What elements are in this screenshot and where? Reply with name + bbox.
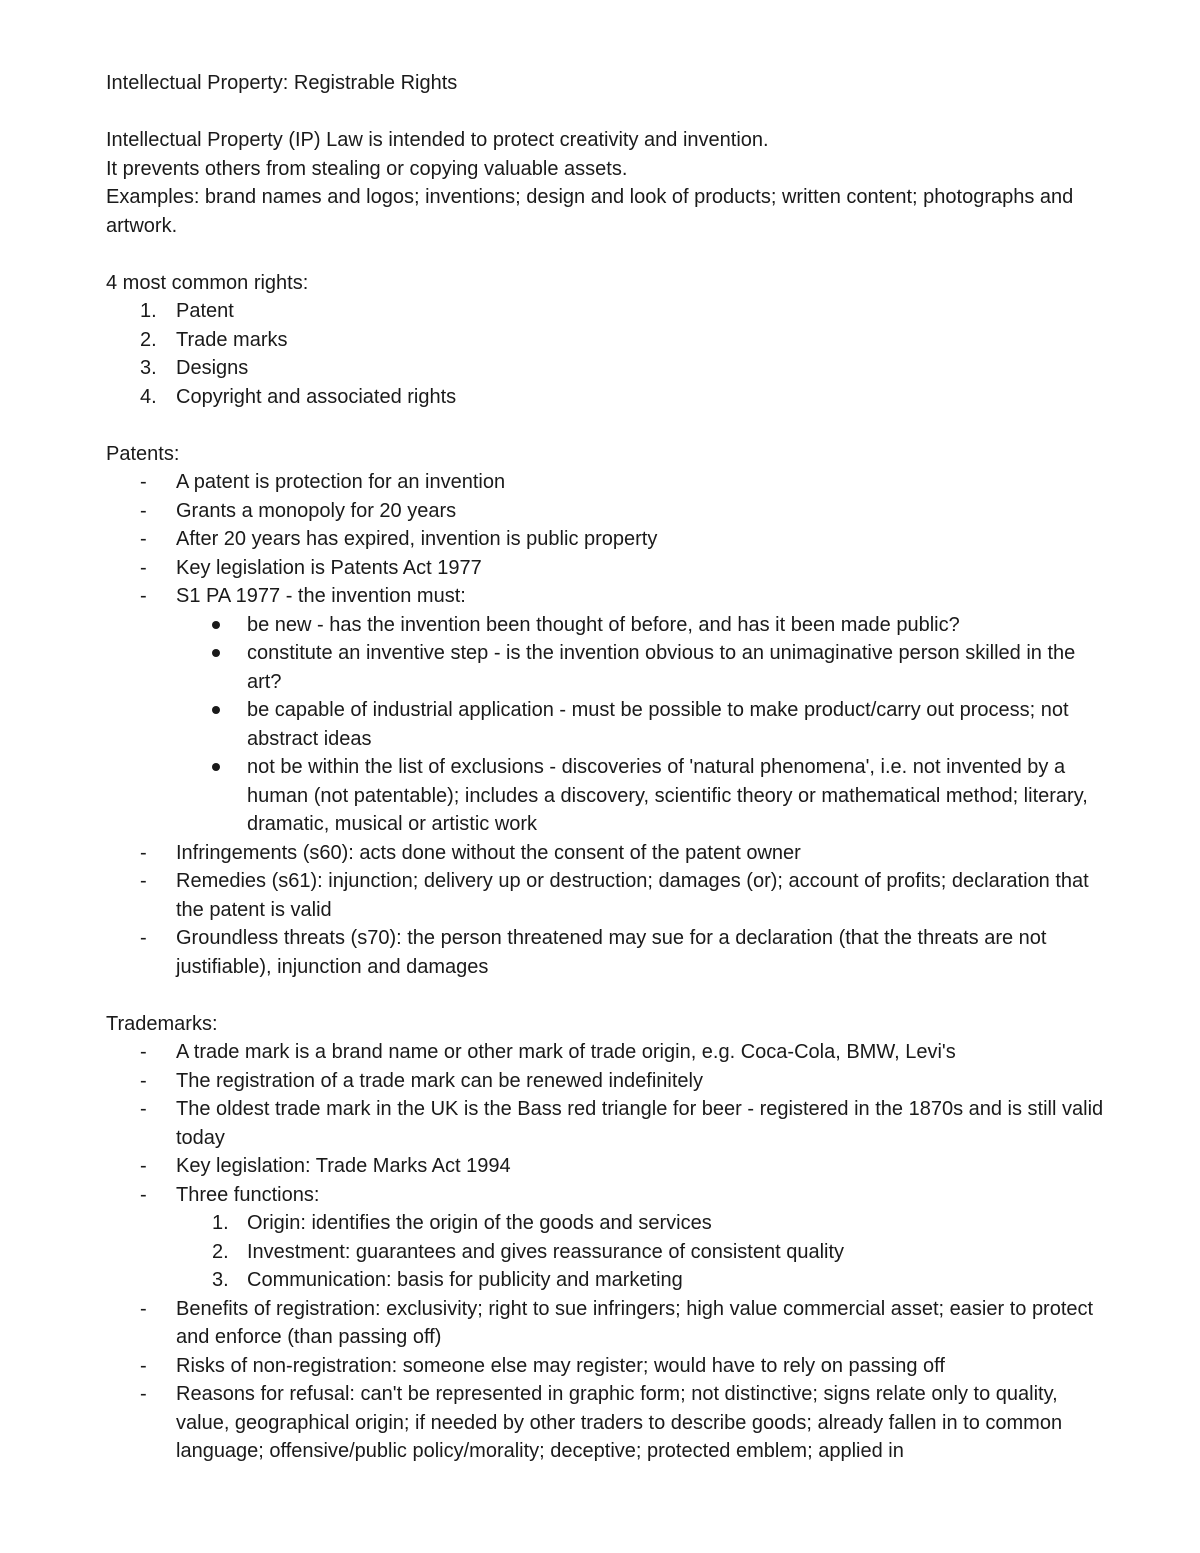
spacer [106, 98, 1106, 127]
dash-marker: - [140, 870, 147, 892]
list-item-text: A trade mark is a brand name or other mark of trade origin, e.g. Coca-Cola, BMW, Levi's [176, 1041, 956, 1063]
list-item [106, 1380, 1106, 1466]
list-item-text: Designs [176, 357, 249, 379]
list-item [106, 1238, 1106, 1267]
list-item [106, 297, 1106, 326]
list-item-text: The registration of a trade mark can be renewed indefinitely [176, 1069, 703, 1092]
invention-requirements-list [106, 611, 1106, 839]
list-item [106, 1266, 1106, 1295]
list-item [106, 1352, 1106, 1381]
patents-list-continued [106, 839, 1106, 982]
list-number: 2. [140, 328, 157, 351]
dash-marker: - [140, 1354, 147, 1377]
list-item-text: be new - has the invention been thought of before, and has it been made public? [247, 613, 960, 636]
list-item-text: Remedies (s61): injunction; delivery up or destruction; damages (or); account of profits; declaration that the patent is valid [176, 870, 1089, 921]
list-item-text: Copyright and associated rights [176, 385, 457, 408]
list-item [106, 1067, 1106, 1096]
doc-title: Intellectual Property: Registrable Rights [106, 72, 458, 94]
dash-marker: - [140, 1155, 147, 1177]
list-item-text: Patent [176, 300, 234, 322]
dash-marker: - [140, 528, 147, 550]
spacer [106, 411, 1106, 440]
list-item [106, 383, 1106, 412]
list-item-text: A patent is protection for an invention [176, 471, 506, 493]
dash-marker: - [140, 1383, 147, 1405]
dash-marker: - [140, 841, 147, 864]
list-item [106, 753, 1106, 839]
list-item [106, 554, 1106, 583]
list-item [106, 924, 1106, 981]
document-page [106, 69, 1106, 1466]
list-item [106, 1295, 1106, 1352]
list-item-text: Reasons for refusal: can't be represented in graphic form; not distinctive; signs relate only to quality, value, geographical origin; if needed by other traders to describe goods; already fallen in to common language; offensive/public policy/morality; deceptive; protected emblem; applied in [176, 1383, 1063, 1462]
list-number: 4. [140, 385, 157, 408]
dash-marker: - [140, 1183, 147, 1206]
list-item-text: Risks of non-registration: someone else may register; would have to rely on passing off [176, 1354, 945, 1377]
list-item [106, 525, 1106, 554]
intro-line: Examples: brand names and logos; inventions; design and look of products; written content; photographs and artwork. [106, 186, 1074, 237]
list-number: 3. [212, 1269, 229, 1291]
list-number: 1. [212, 1212, 229, 1234]
dash-marker: - [140, 499, 147, 522]
trademarks-list-continued [106, 1295, 1106, 1466]
list-item [106, 468, 1106, 497]
list-item [106, 1152, 1106, 1181]
dash-marker: - [140, 471, 147, 493]
list-item-text: Groundless threats (s70): the person threatened may sue for a declaration (that the threats are not justifiable), injunction and damages [176, 927, 1047, 978]
list-item-text: Benefits of registration: exclusivity; right to sue infringers; high value commercial asset; easier to protect and enforce (than passing off) [176, 1297, 1094, 1348]
list-item-text: be capable of industrial application - must be possible to make product/carry out process; not abstract ideas [247, 699, 1069, 750]
common-rights-heading: 4 most common rights: [106, 271, 309, 294]
list-item [106, 1181, 1106, 1210]
dash-marker: - [140, 1069, 147, 1092]
list-item [106, 839, 1106, 868]
spacer [106, 981, 1106, 1010]
list-item-text: Three functions: [176, 1183, 320, 1206]
list-item [106, 582, 1106, 611]
dash-marker: - [140, 1297, 147, 1320]
patents-list [106, 468, 1106, 611]
dash-marker: - [140, 1098, 147, 1120]
list-item [106, 1038, 1106, 1067]
spacer [106, 240, 1106, 269]
list-item-text: The oldest trade mark in the UK is the Bass red triangle for beer - registered in the 1870s and is still valid today [176, 1098, 1104, 1149]
bullet-dot-icon [212, 763, 220, 771]
list-item-text: Trade marks [176, 328, 288, 351]
list-item-text: Key legislation: Trade Marks Act 1994 [176, 1155, 511, 1177]
dash-marker: - [140, 556, 147, 579]
list-number: 1. [140, 300, 157, 322]
list-item [106, 497, 1106, 526]
list-item [106, 867, 1106, 924]
list-item-text: not be within the list of exclusions - discoveries of 'natural phenomena', i.e. not invented by a human (not patentable); includes a discovery, scientific theory or mathematical method; literary, dramatic, musical or artistic work [247, 756, 1088, 835]
intro-line: Intellectual Property (IP) Law is intended to protect creativity and invention. [106, 129, 769, 151]
list-item [106, 696, 1106, 753]
list-item [106, 1095, 1106, 1152]
trademark-functions-list [106, 1209, 1106, 1295]
list-item-text: Key legislation is Patents Act 1977 [176, 556, 482, 579]
intro-line: It prevents others from stealing or copying valuable assets. [106, 157, 628, 180]
bullet-dot-icon [212, 649, 220, 657]
list-number: 2. [212, 1240, 229, 1263]
list-item [106, 326, 1106, 355]
list-item-text: Infringements (s60): acts done without the consent of the patent owner [176, 841, 801, 864]
trademarks-heading: Trademarks: [106, 1012, 218, 1035]
list-item [106, 354, 1106, 383]
list-item [106, 1209, 1106, 1238]
bullet-dot-icon [212, 621, 220, 629]
list-item-text: After 20 years has expired, invention is public property [176, 528, 658, 550]
dash-marker: - [140, 927, 147, 949]
list-item-text: Investment: guarantees and gives reassurance of consistent quality [247, 1240, 845, 1263]
list-number: 3. [140, 357, 157, 379]
list-item [106, 639, 1106, 696]
list-item-text: constitute an inventive step - is the invention obvious to an unimaginative person skilled in the art? [247, 642, 1076, 693]
trademarks-list [106, 1038, 1106, 1209]
dash-marker: - [140, 585, 147, 607]
list-item-text: Origin: identifies the origin of the goods and services [247, 1212, 712, 1234]
list-item [106, 611, 1106, 640]
common-rights-list [106, 297, 1106, 411]
patents-heading: Patents: [106, 442, 180, 465]
list-item-text: Communication: basis for publicity and marketing [247, 1269, 683, 1291]
bullet-dot-icon [212, 706, 220, 714]
list-item-text: S1 PA 1977 - the invention must: [176, 585, 466, 607]
list-item-text: Grants a monopoly for 20 years [176, 499, 457, 522]
dash-marker: - [140, 1041, 147, 1063]
